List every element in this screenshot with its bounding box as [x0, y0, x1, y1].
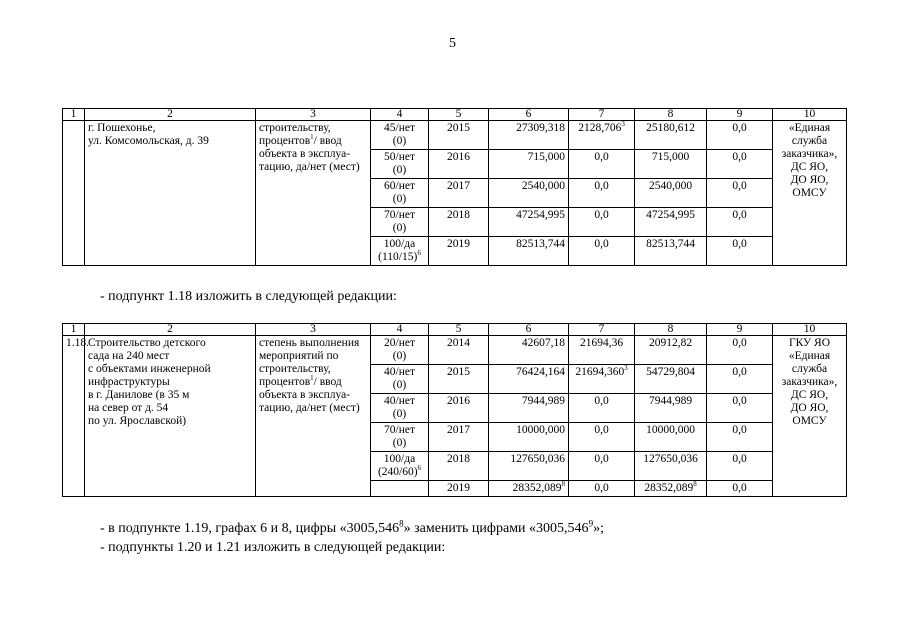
indicator-cell [256, 336, 371, 497]
indicator-line: объекта в эксплуа- [259, 389, 351, 401]
indicator-line: тацию, да/нет (мест) [259, 161, 360, 173]
indicator-line: / ввод [313, 135, 342, 147]
total-cell [489, 481, 569, 497]
total-cell [489, 452, 569, 481]
object-cell [85, 121, 256, 266]
executor-line: ДС ЯО, [790, 161, 829, 173]
object-line: Строительство детского [88, 337, 206, 349]
local-cell: 0,0 [707, 481, 773, 497]
federal-value: 21694,360 [575, 366, 625, 378]
column-header: 10 [773, 109, 847, 121]
column-header: 9 [707, 109, 773, 121]
total-footnote: 8 [561, 480, 565, 489]
total-cell [489, 237, 569, 266]
regional-value: 82513,744 [646, 238, 695, 250]
column-header: 2 [85, 109, 256, 121]
column-header: 1 [63, 324, 85, 336]
column-header: 7 [569, 324, 635, 336]
federal-value: 0,0 [594, 395, 609, 407]
program-table-2 [62, 323, 847, 497]
para2-sup-b: 9 [588, 518, 594, 529]
table-row [63, 336, 847, 365]
local-cell: 0,0 [707, 394, 773, 423]
regional-value: 25180,612 [646, 122, 695, 134]
regional-cell [635, 121, 707, 150]
value-line: 40/нет [384, 366, 415, 378]
column-header: 3 [256, 324, 371, 336]
value-line: (0) [392, 350, 407, 362]
value-cell [371, 150, 429, 179]
regional-value: 2540,000 [648, 180, 693, 192]
federal-value: 0,0 [594, 453, 609, 465]
value-line: (0) [392, 222, 407, 234]
year-cell: 2019 [429, 237, 489, 266]
value-cell [371, 237, 429, 266]
para2-text-c: »; [593, 521, 604, 536]
column-header: 9 [707, 324, 773, 336]
value-cell [371, 365, 429, 394]
local-cell: 0,0 [707, 336, 773, 365]
column-header: 7 [569, 109, 635, 121]
value-line: 60/нет [384, 180, 415, 192]
value-line: (0) [392, 408, 407, 420]
total-value: 27309,318 [516, 122, 565, 134]
indicator-cell [256, 121, 371, 266]
row-number-cell: 1.18. [63, 336, 85, 497]
year-cell: 2015 [429, 121, 489, 150]
federal-value: 0,0 [594, 180, 609, 192]
indicator-line: строительству, [259, 122, 331, 134]
regional-cell [635, 336, 707, 365]
federal-value: 2128,706 [578, 122, 622, 134]
executor-cell [773, 121, 847, 266]
value-line: 40/нет [384, 395, 415, 407]
executor-line: ОМСУ [792, 415, 827, 427]
year-cell: 2017 [429, 423, 489, 452]
value-line: (0) [392, 437, 407, 449]
regional-value: 715,000 [651, 151, 690, 163]
object-line: по ул. Ярославской) [88, 415, 187, 427]
object-line: в г. Данилове (в 35 м [88, 389, 190, 401]
federal-value: 0,0 [594, 482, 609, 494]
indicator-line: тацию, да/нет (мест) [259, 402, 360, 414]
indicator-line: строительству, [259, 363, 331, 375]
total-value: 76424,164 [516, 366, 565, 378]
executor-line: заказчика», [781, 376, 838, 388]
federal-value: 0,0 [594, 424, 609, 436]
value-cell [371, 481, 429, 497]
column-header: 1 [63, 109, 85, 121]
regional-value: 28352,089 [644, 482, 694, 494]
total-cell [489, 208, 569, 237]
total-value: 10000,000 [516, 424, 565, 436]
indicator-footnote: 1 [310, 133, 314, 142]
total-cell [489, 423, 569, 452]
federal-cell [569, 237, 635, 266]
executor-line: ДС ЯО, [790, 389, 829, 401]
value-footnote: 6 [417, 464, 422, 473]
local-cell: 0,0 [707, 423, 773, 452]
total-value: 42607,18 [521, 337, 565, 349]
value-cell [371, 452, 429, 481]
total-cell [489, 365, 569, 394]
year-cell: 2018 [429, 208, 489, 237]
object-line: г. Пошехонье, [88, 122, 156, 134]
column-header: 8 [635, 109, 707, 121]
local-cell: 0,0 [707, 452, 773, 481]
regional-value: 54729,804 [646, 366, 695, 378]
value-line: 20/нет [384, 337, 415, 349]
total-cell [489, 394, 569, 423]
total-value: 7944,989 [521, 395, 565, 407]
federal-value: 0,0 [594, 151, 609, 163]
federal-footnote: 3 [624, 364, 628, 373]
value-line: 45/нет [384, 122, 415, 134]
column-header: 10 [773, 324, 847, 336]
value-cell [371, 208, 429, 237]
regional-value: 10000,000 [646, 424, 695, 436]
regional-footnote: 8 [693, 480, 697, 489]
regional-value: 7944,989 [648, 395, 693, 407]
local-cell: 0,0 [707, 365, 773, 394]
column-header: 3 [256, 109, 371, 121]
year-cell: 2015 [429, 365, 489, 394]
amendment-paragraph-3: - подпункты 1.20 и 1.21 изложить в следующей редакции: [100, 540, 446, 555]
executor-line: ДО ЯО, [790, 402, 829, 414]
value-line: (110/15) [378, 251, 418, 263]
regional-cell [635, 150, 707, 179]
column-header: 6 [489, 324, 569, 336]
federal-value: 0,0 [594, 209, 609, 221]
object-line: ул. Комсомольская, д. 39 [88, 135, 209, 147]
federal-cell [569, 208, 635, 237]
amendment-paragraph-2 [100, 518, 604, 537]
federal-value: 21694,36 [579, 337, 624, 349]
indicator-line: объекта в эксплуа- [259, 148, 351, 160]
indicator-line: процентов [259, 376, 311, 388]
para2-sup-a: 8 [399, 518, 404, 529]
total-value: 47254,995 [516, 209, 565, 221]
total-cell [489, 150, 569, 179]
header-row [63, 324, 847, 336]
regional-cell [635, 208, 707, 237]
object-line: на север от д. 54 [88, 402, 169, 414]
executor-line: служба [791, 135, 828, 147]
executor-line: «Единая [788, 350, 831, 362]
local-cell: 0,0 [707, 208, 773, 237]
local-cell: 0,0 [707, 237, 773, 266]
year-cell: 2016 [429, 394, 489, 423]
value-footnote: 6 [417, 249, 421, 258]
total-cell [489, 336, 569, 365]
column-header: 4 [371, 109, 429, 121]
regional-cell [635, 394, 707, 423]
regional-value: 127650,036 [643, 453, 698, 465]
value-line: 100/да [383, 453, 416, 465]
local-cell: 0,0 [707, 150, 773, 179]
federal-cell [569, 423, 635, 452]
regional-cell [635, 179, 707, 208]
value-cell [371, 121, 429, 150]
object-line: инфраструктуры [88, 376, 170, 388]
value-cell [371, 394, 429, 423]
total-value: 127650,036 [510, 453, 565, 465]
year-cell: 2018 [429, 452, 489, 481]
value-line: 70/нет [384, 424, 415, 436]
federal-cell [569, 336, 635, 365]
value-line: 70/нет [384, 209, 415, 221]
federal-cell [569, 365, 635, 394]
regional-cell [635, 452, 707, 481]
row-number-cell [63, 121, 85, 266]
column-header: 6 [489, 109, 569, 121]
executor-line: ГКУ ЯО [788, 337, 831, 349]
indicator-line: процентов [259, 135, 311, 147]
value-line: (240/60) [377, 466, 418, 478]
federal-value: 0,0 [594, 238, 609, 250]
total-value: 82513,744 [516, 238, 565, 250]
executor-line: ДО ЯО, [790, 174, 829, 186]
column-header: 2 [85, 324, 256, 336]
value-cell [371, 179, 429, 208]
federal-cell [569, 394, 635, 423]
local-cell: 0,0 [707, 179, 773, 208]
regional-cell [635, 423, 707, 452]
object-cell [85, 336, 256, 497]
regional-cell [635, 481, 707, 497]
regional-cell [635, 365, 707, 394]
para2-text-a: - в подпункте 1.19, графах 6 и 8, цифры «3005,546 [100, 521, 400, 536]
value-line: (0) [392, 193, 407, 205]
total-cell [489, 121, 569, 150]
value-cell [371, 336, 429, 365]
header-row [63, 109, 847, 121]
federal-footnote: 3 [621, 120, 625, 129]
local-cell: 0,0 [707, 121, 773, 150]
amendment-paragraph-1: - подпункт 1.18 изложить в следующей редакции: [100, 289, 397, 304]
column-header: 8 [635, 324, 707, 336]
indicator-line: мероприятий по [259, 350, 339, 362]
year-cell: 2014 [429, 336, 489, 365]
column-header: 4 [371, 324, 429, 336]
executor-line: «Единая [788, 122, 831, 134]
program-table-1 [62, 108, 847, 266]
value-cell [371, 423, 429, 452]
column-header: 5 [429, 109, 489, 121]
year-cell: 2016 [429, 150, 489, 179]
executor-line: служба [791, 363, 828, 375]
year-cell: 2017 [429, 179, 489, 208]
value-line: (0) [392, 135, 407, 147]
para2-text-b: » заменить цифрами «3005,546 [403, 521, 589, 536]
page-number: 5 [449, 36, 456, 51]
indicator-line: степень выполнения [259, 337, 360, 349]
total-cell [489, 179, 569, 208]
total-value: 28352,089 [512, 482, 562, 494]
table-row [63, 121, 847, 150]
value-line: (0) [392, 379, 407, 391]
executor-line: ОМСУ [792, 187, 827, 199]
regional-value: 20912,82 [648, 337, 693, 349]
column-header: 5 [429, 324, 489, 336]
object-line: с объектами инженерной [88, 363, 211, 375]
regional-value: 47254,995 [646, 209, 695, 221]
value-line: (0) [392, 164, 407, 176]
federal-cell [569, 121, 635, 150]
federal-cell [569, 481, 635, 497]
executor-cell [773, 336, 847, 497]
value-line: 100/да [383, 238, 416, 250]
federal-cell [569, 179, 635, 208]
federal-cell [569, 452, 635, 481]
object-line: сада на 240 мест [88, 350, 170, 362]
value-line: 50/нет [384, 151, 415, 163]
indicator-line: / ввод [313, 376, 342, 388]
total-value: 2540,000 [521, 180, 565, 192]
executor-line: заказчика», [781, 148, 838, 160]
regional-cell [635, 237, 707, 266]
total-value: 715,000 [527, 151, 565, 163]
indicator-footnote: 1 [310, 374, 314, 383]
federal-cell [569, 150, 635, 179]
year-cell: 2019 [429, 481, 489, 497]
